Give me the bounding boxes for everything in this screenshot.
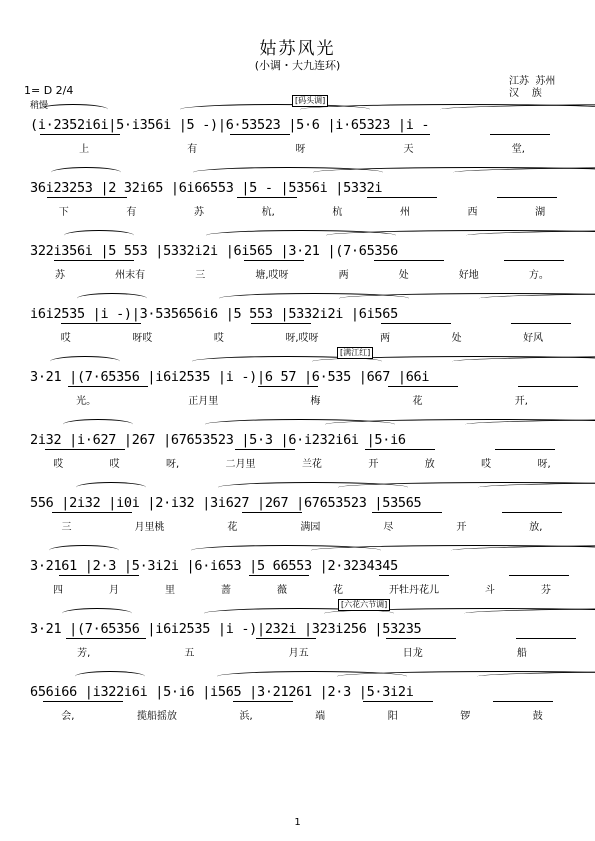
song-subtitle: (小调・大九连环) — [254, 59, 341, 72]
lyric-word: 西 — [467, 207, 478, 218]
lyrics-line — [30, 329, 574, 345]
lyric-word: 苏 — [55, 270, 66, 281]
beam-line — [258, 386, 318, 387]
beam-line — [68, 386, 148, 387]
notation-line: 3·21 |(7·65356 |i6i2535 |i -)|232i |323i256 |53235 — [30, 621, 422, 637]
lyric-word: 正月里 — [188, 396, 219, 407]
lyrics-line — [30, 140, 574, 156]
beam-line — [237, 197, 297, 198]
beam-line — [233, 701, 293, 702]
lyric-word: 锣 — [460, 711, 471, 722]
beam-line — [54, 260, 134, 261]
beam-line — [490, 134, 550, 135]
score-system — [30, 348, 574, 414]
notation-line: 322i356i |5 553 |5332i2i |6i565 |3·21 |(7·65356 — [30, 243, 398, 259]
beam-line — [59, 575, 139, 576]
lyric-word: 塘,哎呀 — [255, 270, 289, 281]
lyric-word: 哎 — [481, 459, 492, 470]
beam-line — [43, 701, 123, 702]
lyrics-line — [30, 455, 574, 471]
beam-line — [495, 449, 555, 450]
beam-line — [388, 386, 458, 387]
beam-line — [381, 323, 451, 324]
lyric-word: 有 — [187, 144, 198, 155]
slur-mark — [62, 608, 132, 619]
score-system — [30, 553, 574, 603]
lyric-word: 苏 — [193, 207, 204, 218]
beam-line — [251, 323, 311, 324]
beam-line — [230, 134, 290, 135]
lyric-word: 月里桃 — [134, 522, 165, 533]
lyric-word: 里 — [165, 585, 175, 596]
notation-line: 656i66 |i322i6i |5·i6 |i565 |3·21261 |2·3 |5·3i2i — [30, 684, 414, 700]
lyrics-line — [30, 266, 574, 282]
lyric-word: 芬 — [541, 585, 551, 596]
beam-line — [516, 638, 576, 639]
lyric-word: 湖 — [535, 207, 546, 218]
slur-mark — [75, 671, 145, 682]
beam-line — [66, 638, 146, 639]
beam-line — [497, 197, 557, 198]
lyric-word: 开, — [514, 396, 528, 407]
lyric-word: 会, — [61, 711, 75, 722]
lyric-word: 端 — [315, 711, 326, 722]
beam-line — [509, 575, 569, 576]
lyrics-line — [30, 392, 574, 408]
lyric-word: 州 — [399, 207, 410, 218]
lyric-word: 有 — [126, 207, 137, 218]
lyric-word: 下 — [58, 207, 69, 218]
lyric-word: 呀, — [537, 459, 551, 470]
section-marker: [满江红] — [337, 347, 373, 359]
lyric-word: 兰花 — [301, 459, 322, 470]
lyric-word: 花 — [412, 396, 423, 407]
beam-line — [242, 512, 302, 513]
lyric-word: 四 — [53, 585, 63, 596]
lyric-word: 放, — [529, 522, 543, 533]
beam-line — [374, 260, 444, 261]
beam-line — [47, 197, 127, 198]
lyric-word: 花 — [333, 585, 343, 596]
beam-line — [40, 134, 120, 135]
beam-line — [61, 323, 141, 324]
lyrics-line — [30, 644, 574, 660]
beam-line — [372, 512, 442, 513]
lyric-word: 二月里 — [225, 459, 256, 470]
lyric-word: 呀, — [165, 459, 180, 470]
slur-mark — [51, 167, 121, 178]
beam-line — [367, 197, 437, 198]
lyric-word: 杭, — [261, 207, 275, 218]
notation-line: 556 |2i32 |i0i |2·i32 |3i627 |267 |67653523 |53565 — [30, 495, 422, 511]
beam-line — [511, 323, 571, 324]
section-marker: [码头调] — [292, 95, 328, 107]
lyrics-line — [30, 581, 574, 597]
beam-line — [235, 449, 295, 450]
beam-line — [504, 260, 564, 261]
lyric-word: 尽 — [383, 522, 394, 533]
section-marker: [六花六节调] — [338, 599, 390, 611]
lyric-word: 两 — [380, 333, 391, 344]
lyric-word: 哎 — [53, 459, 64, 470]
page-number: 1 — [294, 817, 301, 828]
lyric-word: 开 — [368, 459, 379, 470]
notation-line: 3·2161 |2·3 |5·3i2i |6·i653 |5 66553 |2·3234345 — [30, 558, 398, 574]
slur-mark — [63, 419, 133, 430]
slur-mark — [64, 230, 134, 241]
lyric-word: 好风 — [523, 333, 544, 344]
lyric-word: 花 — [227, 522, 238, 533]
beam-line — [256, 638, 316, 639]
score-system — [30, 427, 574, 477]
lyric-word: 开牡丹花儿 — [389, 585, 439, 596]
slur-mark — [76, 482, 146, 493]
lyric-word: 月五 — [288, 648, 309, 659]
lyric-word: 好地 — [458, 270, 479, 281]
beam-line — [249, 575, 309, 576]
lyric-word: 月 — [109, 585, 119, 596]
lyric-word: 处 — [398, 270, 409, 281]
origin-region: 江苏 苏州 — [509, 76, 556, 87]
lyric-word: 薇 — [277, 585, 287, 596]
lyric-word: 两 — [338, 270, 349, 281]
lyric-word: 斗 — [485, 585, 495, 596]
beam-line — [360, 134, 430, 135]
lyric-word: 蔷 — [221, 585, 231, 596]
song-title: 姑苏风光 — [259, 39, 336, 59]
lyric-word: 船 — [516, 648, 527, 659]
lyrics-line — [30, 707, 574, 723]
lyric-word: 芳, — [77, 648, 91, 659]
lyric-word: 鼓 — [532, 711, 543, 722]
beam-line — [365, 449, 435, 450]
origin-ethnicity: 汉 族 — [509, 88, 542, 99]
lyric-word: 满园 — [300, 522, 321, 533]
lyric-word: 三 — [61, 522, 72, 533]
beam-line — [493, 701, 553, 702]
lyric-word: 光。 — [76, 396, 97, 407]
score-system — [30, 175, 574, 225]
lyric-word: 浜, — [239, 711, 253, 722]
lyric-word: 呀,哎呀 — [285, 333, 319, 344]
notation-line: 36i23253 |2 32i65 |6i66553 |5 - |5356i |5332i — [30, 180, 383, 196]
lyric-word: 哎 — [60, 333, 71, 344]
score-system — [30, 490, 574, 540]
beam-line — [379, 575, 449, 576]
lyric-word: 哎 — [213, 333, 224, 344]
lyric-word: 哎 — [109, 459, 120, 470]
lyric-word: 上 — [79, 144, 90, 155]
beam-line — [518, 386, 578, 387]
lyric-word: 州末有 — [115, 270, 146, 281]
lyric-word: 阳 — [387, 711, 398, 722]
lyric-word: 堂, — [511, 144, 525, 155]
slur-mark — [38, 104, 108, 115]
notation-line: 2i32 |i·627 |267 |67653523 |5·3 |6·i232i6i |5·i6 — [30, 432, 406, 448]
notation-line: (i·2352i6i|5·i356i |5 -)|6·53523 |5·6 |i·65323 |i - — [30, 117, 430, 133]
score-system — [30, 600, 574, 666]
lyric-word: 呀 — [295, 144, 306, 155]
score-system — [30, 679, 574, 729]
lyrics-line — [30, 203, 574, 219]
notation-line: i6i2535 |i -)|3·535656i6 |5 553 |5332i2i |6i565 — [30, 306, 398, 322]
lyric-word: 三 — [195, 270, 206, 281]
lyric-word: 方。 — [528, 270, 549, 281]
lyric-word: 五 — [184, 648, 195, 659]
song-origin — [509, 76, 555, 100]
lyric-word: 梅 — [310, 396, 321, 407]
key-signature: 1= D 2/4 — [24, 84, 74, 97]
slur-mark — [49, 545, 119, 556]
tempo-marking: 稍慢 — [30, 101, 49, 111]
lyric-word: 开 — [456, 522, 467, 533]
beam-line — [45, 449, 125, 450]
beam-line — [502, 512, 562, 513]
slur-mark — [77, 293, 147, 304]
lyric-word: 处 — [451, 333, 462, 344]
slur-mark — [50, 356, 120, 367]
notation-line: 3·21 |(7·65356 |i6i2535 |i -)|6 57 |6·535 |667 |66i — [30, 369, 430, 385]
beam-line — [244, 260, 304, 261]
lyric-word: 天 — [403, 144, 414, 155]
lyrics-line — [30, 518, 574, 534]
beam-line — [52, 512, 132, 513]
lyric-word: 杭 — [332, 207, 343, 218]
beam-line — [386, 638, 456, 639]
lyric-word: 放 — [424, 459, 435, 470]
beam-line — [363, 701, 433, 702]
lyric-word: 日龙 — [402, 648, 423, 659]
lyric-word: 呀哎 — [132, 333, 153, 344]
score-system — [30, 301, 574, 351]
lyric-word: 揽船摇放 — [136, 711, 177, 722]
score-system — [30, 238, 574, 288]
